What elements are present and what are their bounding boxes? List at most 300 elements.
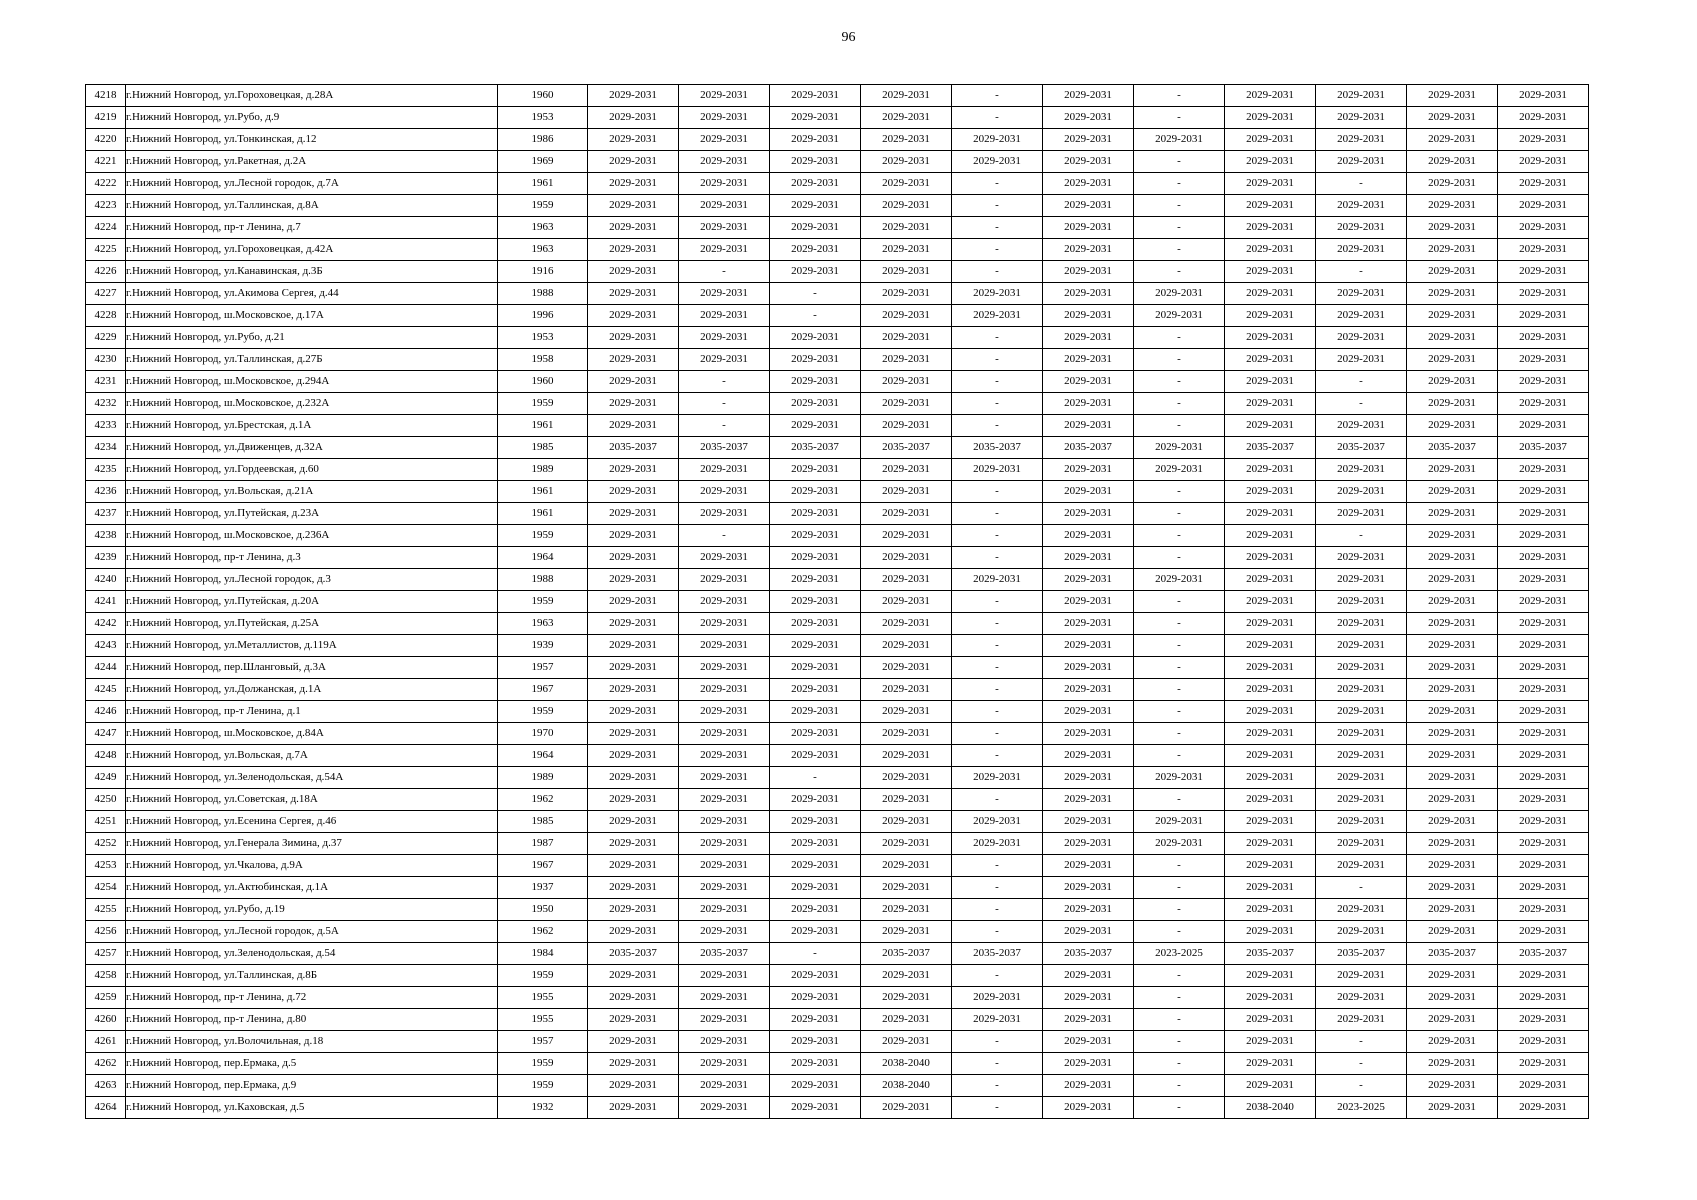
- repair-period-cell: 2029-2031: [1043, 349, 1134, 371]
- build-year-cell: 1932: [498, 1097, 588, 1119]
- repair-period-cell: -: [1134, 679, 1225, 701]
- repair-period-cell: 2029-2031: [679, 745, 770, 767]
- repair-period-cell: 2029-2031: [770, 1075, 861, 1097]
- repair-period-cell: -: [1134, 921, 1225, 943]
- repair-period-cell: 2029-2031: [1316, 107, 1407, 129]
- address-cell: г.Нижний Новгород, пер.Ермака, д.9: [126, 1075, 498, 1097]
- repair-period-cell: 2029-2031: [1043, 745, 1134, 767]
- repair-period-cell: -: [1134, 1097, 1225, 1119]
- repair-period-cell: 2029-2031: [770, 151, 861, 173]
- repair-period-cell: 2029-2031: [770, 789, 861, 811]
- repair-period-cell: 2029-2031: [1407, 987, 1498, 1009]
- repair-period-cell: 2029-2031: [679, 173, 770, 195]
- row-number-cell: 4260: [86, 1009, 126, 1031]
- repair-period-cell: 2029-2031: [588, 833, 679, 855]
- repair-period-cell: 2029-2031: [588, 899, 679, 921]
- repair-period-cell: 2029-2031: [1316, 833, 1407, 855]
- build-year-cell: 1955: [498, 987, 588, 1009]
- repair-period-cell: 2029-2031: [770, 503, 861, 525]
- repair-period-cell: 2029-2031: [1407, 855, 1498, 877]
- repair-period-cell: 2035-2037: [952, 943, 1043, 965]
- table-row: [86, 239, 1589, 261]
- row-number-cell: 4262: [86, 1053, 126, 1075]
- repair-period-cell: 2029-2031: [679, 569, 770, 591]
- repair-period-cell: -: [1134, 547, 1225, 569]
- repair-period-cell: -: [952, 701, 1043, 723]
- repair-period-cell: 2029-2031: [1316, 217, 1407, 239]
- table-row: [86, 503, 1589, 525]
- repair-period-cell: 2029-2031: [770, 1097, 861, 1119]
- repair-period-cell: 2029-2031: [1225, 173, 1316, 195]
- address-cell: г.Нижний Новгород, ул.Канавинская, д.3Б: [126, 261, 498, 283]
- repair-period-cell: -: [952, 613, 1043, 635]
- repair-period-cell: 2029-2031: [588, 855, 679, 877]
- table-row: [86, 151, 1589, 173]
- repair-period-cell: -: [952, 217, 1043, 239]
- repair-period-cell: 2029-2031: [952, 569, 1043, 591]
- repair-period-cell: 2029-2031: [770, 921, 861, 943]
- row-number-cell: 4232: [86, 393, 126, 415]
- repair-period-cell: 2029-2031: [1407, 547, 1498, 569]
- repair-period-cell: 2029-2031: [588, 789, 679, 811]
- repair-period-cell: -: [1316, 371, 1407, 393]
- repair-period-cell: 2029-2031: [1225, 1009, 1316, 1031]
- repair-period-cell: 2029-2031: [1498, 261, 1589, 283]
- row-number-cell: 4218: [86, 85, 126, 107]
- repair-period-cell: 2029-2031: [1043, 371, 1134, 393]
- repair-period-cell: 2029-2031: [588, 547, 679, 569]
- address-cell: г.Нижний Новгород, ул.Путейская, д.25А: [126, 613, 498, 635]
- repair-period-cell: 2029-2031: [1316, 1009, 1407, 1031]
- repair-period-cell: -: [1134, 899, 1225, 921]
- repair-period-cell: 2029-2031: [588, 283, 679, 305]
- table-row: [86, 657, 1589, 679]
- repair-period-cell: 2029-2031: [1043, 327, 1134, 349]
- repair-period-cell: 2029-2031: [861, 855, 952, 877]
- repair-period-cell: 2029-2031: [861, 1097, 952, 1119]
- repair-period-cell: -: [1134, 151, 1225, 173]
- repair-period-cell: -: [1134, 855, 1225, 877]
- address-cell: г.Нижний Новгород, ул.Советская, д.18А: [126, 789, 498, 811]
- repair-period-cell: 2029-2031: [1225, 569, 1316, 591]
- repair-period-cell: 2029-2031: [861, 107, 952, 129]
- repair-period-cell: 2029-2031: [1316, 921, 1407, 943]
- table-row: [86, 921, 1589, 943]
- repair-period-cell: 2029-2031: [861, 1031, 952, 1053]
- repair-period-cell: 2029-2031: [679, 305, 770, 327]
- repair-period-cell: 2029-2031: [1498, 283, 1589, 305]
- row-number-cell: 4246: [86, 701, 126, 723]
- repair-period-cell: 2029-2031: [679, 877, 770, 899]
- repair-period-cell: -: [1316, 877, 1407, 899]
- repair-period-cell: 2029-2031: [861, 459, 952, 481]
- repair-period-cell: 2029-2031: [1498, 195, 1589, 217]
- table-row: [86, 415, 1589, 437]
- row-number-cell: 4228: [86, 305, 126, 327]
- repair-period-cell: 2029-2031: [1225, 107, 1316, 129]
- repair-period-cell: -: [770, 943, 861, 965]
- repair-period-cell: 2029-2031: [1407, 613, 1498, 635]
- repair-period-cell: 2029-2031: [1043, 481, 1134, 503]
- repair-period-cell: 2029-2031: [588, 151, 679, 173]
- repair-period-cell: -: [952, 349, 1043, 371]
- repair-period-cell: 2029-2031: [1225, 305, 1316, 327]
- repair-period-cell: 2029-2031: [1316, 965, 1407, 987]
- table-row: [86, 437, 1589, 459]
- build-year-cell: 1963: [498, 613, 588, 635]
- repair-period-cell: 2029-2031: [861, 327, 952, 349]
- table-row: [86, 1075, 1589, 1097]
- repair-period-cell: -: [1134, 635, 1225, 657]
- repair-period-cell: 2029-2031: [1498, 569, 1589, 591]
- repair-period-cell: 2029-2031: [588, 1031, 679, 1053]
- repair-period-cell: -: [1134, 217, 1225, 239]
- repair-period-cell: 2029-2031: [861, 261, 952, 283]
- repair-period-cell: 2029-2031: [770, 261, 861, 283]
- repair-period-cell: 2029-2031: [588, 921, 679, 943]
- repair-period-cell: 2029-2031: [1043, 679, 1134, 701]
- repair-period-cell: 2029-2031: [770, 855, 861, 877]
- table-row: [86, 349, 1589, 371]
- repair-period-cell: 2029-2031: [1043, 833, 1134, 855]
- table-row: [86, 855, 1589, 877]
- repair-period-cell: 2029-2031: [770, 239, 861, 261]
- repair-period-cell: 2029-2031: [1407, 195, 1498, 217]
- table-row: [86, 767, 1589, 789]
- repair-period-cell: 2029-2031: [1225, 965, 1316, 987]
- address-cell: г.Нижний Новгород, ш.Московское, д.236А: [126, 525, 498, 547]
- repair-period-cell: 2029-2031: [1498, 767, 1589, 789]
- repair-period-cell: -: [952, 1031, 1043, 1053]
- repair-period-cell: 2029-2031: [770, 415, 861, 437]
- repair-period-cell: -: [1316, 173, 1407, 195]
- repair-period-cell: 2029-2031: [1316, 657, 1407, 679]
- repair-period-cell: 2029-2031: [1225, 349, 1316, 371]
- repair-period-cell: 2029-2031: [1407, 151, 1498, 173]
- repair-period-cell: 2029-2031: [679, 129, 770, 151]
- repair-period-cell: -: [1134, 481, 1225, 503]
- build-year-cell: 1953: [498, 327, 588, 349]
- repair-period-cell: 2029-2031: [1043, 305, 1134, 327]
- repair-period-cell: -: [1134, 349, 1225, 371]
- repair-period-cell: 2029-2031: [588, 415, 679, 437]
- row-number-cell: 4245: [86, 679, 126, 701]
- build-year-cell: 1963: [498, 239, 588, 261]
- repair-period-cell: 2035-2037: [588, 943, 679, 965]
- address-cell: г.Нижний Новгород, пр-т Ленина, д.7: [126, 217, 498, 239]
- repair-period-cell: 2029-2031: [588, 129, 679, 151]
- table-row: [86, 327, 1589, 349]
- repair-period-cell: 2029-2031: [588, 877, 679, 899]
- repair-period-cell: 2029-2031: [861, 525, 952, 547]
- repair-period-cell: 2029-2031: [1316, 129, 1407, 151]
- repair-period-cell: 2029-2031: [1043, 547, 1134, 569]
- repair-period-cell: 2029-2031: [588, 1009, 679, 1031]
- repair-period-cell: -: [679, 261, 770, 283]
- repair-period-cell: 2029-2031: [679, 1075, 770, 1097]
- address-cell: г.Нижний Новгород, ул.Путейская, д.20А: [126, 591, 498, 613]
- repair-period-cell: 2029-2031: [1407, 503, 1498, 525]
- repair-period-cell: 2029-2031: [861, 965, 952, 987]
- repair-period-cell: 2029-2031: [588, 1097, 679, 1119]
- repair-period-cell: 2029-2031: [1225, 767, 1316, 789]
- repair-period-cell: 2029-2031: [1043, 129, 1134, 151]
- repair-period-cell: 2029-2031: [1407, 965, 1498, 987]
- row-number-cell: 4221: [86, 151, 126, 173]
- repair-period-cell: 2029-2031: [1043, 195, 1134, 217]
- build-year-cell: 1960: [498, 371, 588, 393]
- repair-period-cell: -: [1134, 525, 1225, 547]
- repair-period-cell: 2029-2031: [1316, 547, 1407, 569]
- repair-period-cell: -: [1134, 723, 1225, 745]
- repair-period-cell: -: [1134, 371, 1225, 393]
- repair-period-cell: 2029-2031: [1407, 173, 1498, 195]
- address-cell: г.Нижний Новгород, ул.Металлистов, д.119А: [126, 635, 498, 657]
- address-cell: г.Нижний Новгород, пр-т Ленина, д.3: [126, 547, 498, 569]
- repair-period-cell: -: [1134, 877, 1225, 899]
- repair-period-cell: 2029-2031: [1498, 547, 1589, 569]
- repair-period-cell: 2029-2031: [1316, 305, 1407, 327]
- repair-period-cell: 2029-2031: [1225, 151, 1316, 173]
- repair-period-cell: -: [1134, 745, 1225, 767]
- repair-period-cell: 2029-2031: [1498, 899, 1589, 921]
- repair-period-cell: 2029-2031: [1043, 217, 1134, 239]
- repair-period-cell: 2029-2031: [1407, 327, 1498, 349]
- repair-period-cell: 2029-2031: [1043, 393, 1134, 415]
- address-cell: г.Нижний Новгород, ш.Московское, д.17А: [126, 305, 498, 327]
- repair-period-cell: -: [952, 745, 1043, 767]
- table-row: [86, 1031, 1589, 1053]
- row-number-cell: 4250: [86, 789, 126, 811]
- repair-period-cell: 2029-2031: [588, 987, 679, 1009]
- repair-period-cell: 2029-2031: [1225, 239, 1316, 261]
- repair-period-cell: 2029-2031: [1316, 723, 1407, 745]
- repair-period-cell: 2035-2037: [1043, 437, 1134, 459]
- address-cell: г.Нижний Новгород, пр-т Ленина, д.72: [126, 987, 498, 1009]
- repair-period-cell: 2029-2031: [1407, 525, 1498, 547]
- repair-period-cell: -: [1134, 1053, 1225, 1075]
- row-number-cell: 4242: [86, 613, 126, 635]
- row-number-cell: 4229: [86, 327, 126, 349]
- build-year-cell: 1961: [498, 503, 588, 525]
- repair-period-cell: -: [1316, 1053, 1407, 1075]
- build-year-cell: 1959: [498, 1053, 588, 1075]
- table-row: [86, 173, 1589, 195]
- address-cell: г.Нижний Новгород, ул.Гороховецкая, д.42А: [126, 239, 498, 261]
- repair-period-cell: 2029-2031: [861, 415, 952, 437]
- table-row: [86, 877, 1589, 899]
- repair-period-cell: 2029-2031: [861, 701, 952, 723]
- repair-period-cell: 2029-2031: [861, 811, 952, 833]
- repair-period-cell: 2029-2031: [1316, 195, 1407, 217]
- build-year-cell: 1958: [498, 349, 588, 371]
- row-number-cell: 4243: [86, 635, 126, 657]
- repair-period-cell: 2035-2037: [861, 943, 952, 965]
- repair-period-cell: 2029-2031: [1225, 195, 1316, 217]
- repair-period-cell: 2029-2031: [1043, 635, 1134, 657]
- repair-period-cell: 2029-2031: [770, 85, 861, 107]
- repair-period-cell: 2029-2031: [1498, 1053, 1589, 1075]
- repair-period-cell: 2029-2031: [1498, 833, 1589, 855]
- repair-period-cell: 2029-2031: [1407, 569, 1498, 591]
- repair-period-cell: -: [952, 547, 1043, 569]
- repair-period-cell: 2029-2031: [1316, 767, 1407, 789]
- repair-period-cell: 2029-2031: [952, 459, 1043, 481]
- repair-period-cell: 2029-2031: [1225, 1031, 1316, 1053]
- repair-period-cell: -: [952, 723, 1043, 745]
- address-cell: г.Нижний Новгород, ул.Гордеевская, д.60: [126, 459, 498, 481]
- repair-period-cell: 2029-2031: [1498, 371, 1589, 393]
- address-cell: г.Нижний Новгород, пр-т Ленина, д.1: [126, 701, 498, 723]
- repair-period-cell: -: [1316, 261, 1407, 283]
- repair-period-cell: 2029-2031: [1407, 261, 1498, 283]
- repair-period-cell: 2029-2031: [1498, 327, 1589, 349]
- row-number-cell: 4244: [86, 657, 126, 679]
- repair-period-cell: 2029-2031: [861, 723, 952, 745]
- repair-period-cell: 2029-2031: [1043, 591, 1134, 613]
- repair-period-cell: 2029-2031: [1316, 701, 1407, 723]
- repair-period-cell: 2029-2031: [1043, 987, 1134, 1009]
- repair-period-cell: 2029-2031: [861, 789, 952, 811]
- repair-period-cell: 2029-2031: [1498, 1009, 1589, 1031]
- repair-period-cell: 2029-2031: [1498, 393, 1589, 415]
- repair-period-cell: 2029-2031: [1498, 1097, 1589, 1119]
- repair-period-cell: -: [1134, 789, 1225, 811]
- repair-period-cell: 2029-2031: [861, 481, 952, 503]
- repair-period-cell: -: [952, 657, 1043, 679]
- repair-period-cell: 2029-2031: [679, 1097, 770, 1119]
- repair-period-cell: 2029-2031: [679, 767, 770, 789]
- repair-period-cell: 2029-2031: [1043, 899, 1134, 921]
- repair-period-cell: -: [679, 415, 770, 437]
- repair-period-cell: 2029-2031: [1498, 1031, 1589, 1053]
- address-cell: г.Нижний Новгород, ул.Акимова Сергея, д.44: [126, 283, 498, 305]
- repair-period-cell: 2029-2031: [1498, 525, 1589, 547]
- repair-period-cell: 2029-2031: [1043, 789, 1134, 811]
- repair-period-cell: -: [952, 965, 1043, 987]
- address-cell: г.Нижний Новгород, ул.Рубо, д.21: [126, 327, 498, 349]
- address-cell: г.Нижний Новгород, ул.Лесной городок, д.3: [126, 569, 498, 591]
- repair-period-cell: 2029-2031: [1407, 591, 1498, 613]
- repair-period-cell: 2029-2031: [1043, 657, 1134, 679]
- repair-period-cell: 2029-2031: [1316, 745, 1407, 767]
- repair-period-cell: 2038-2040: [1225, 1097, 1316, 1119]
- repair-period-cell: 2029-2031: [1225, 723, 1316, 745]
- repair-period-cell: 2029-2031: [679, 789, 770, 811]
- repair-period-cell: -: [952, 393, 1043, 415]
- table-row: [86, 525, 1589, 547]
- repair-period-cell: 2029-2031: [679, 547, 770, 569]
- repair-period-cell: 2029-2031: [679, 349, 770, 371]
- repair-period-cell: 2029-2031: [1407, 723, 1498, 745]
- repair-period-cell: 2029-2031: [1225, 525, 1316, 547]
- repair-period-cell: 2029-2031: [1407, 1097, 1498, 1119]
- repair-period-cell: 2029-2031: [1134, 283, 1225, 305]
- repair-period-cell: 2029-2031: [679, 965, 770, 987]
- repair-period-cell: 2029-2031: [770, 349, 861, 371]
- repair-period-cell: -: [952, 481, 1043, 503]
- repair-period-cell: -: [952, 591, 1043, 613]
- repair-period-cell: 2029-2031: [588, 481, 679, 503]
- row-number-cell: 4240: [86, 569, 126, 591]
- row-number-cell: 4247: [86, 723, 126, 745]
- row-number-cell: 4238: [86, 525, 126, 547]
- repair-period-cell: 2029-2031: [770, 393, 861, 415]
- repair-period-cell: 2029-2031: [1225, 327, 1316, 349]
- row-number-cell: 4248: [86, 745, 126, 767]
- repair-period-cell: 2029-2031: [952, 283, 1043, 305]
- repair-period-cell: 2029-2031: [679, 217, 770, 239]
- repair-period-cell: 2029-2031: [1498, 217, 1589, 239]
- repair-period-cell: 2029-2031: [1043, 613, 1134, 635]
- repair-period-cell: 2029-2031: [679, 107, 770, 129]
- repair-period-cell: 2029-2031: [1498, 745, 1589, 767]
- repair-period-cell: 2029-2031: [1407, 1009, 1498, 1031]
- table-row: [86, 217, 1589, 239]
- repair-period-cell: -: [679, 393, 770, 415]
- repair-period-cell: -: [952, 327, 1043, 349]
- repair-period-cell: 2029-2031: [952, 987, 1043, 1009]
- repair-period-cell: 2029-2031: [1407, 1031, 1498, 1053]
- repair-period-cell: 2029-2031: [770, 987, 861, 1009]
- repair-period-cell: 2029-2031: [1225, 415, 1316, 437]
- repair-period-cell: -: [952, 899, 1043, 921]
- build-year-cell: 1959: [498, 195, 588, 217]
- repair-period-cell: 2035-2037: [1498, 943, 1589, 965]
- repair-period-cell: 2029-2031: [1043, 85, 1134, 107]
- repair-period-cell: 2029-2031: [588, 107, 679, 129]
- table-row: [86, 85, 1589, 107]
- row-number-cell: 4222: [86, 173, 126, 195]
- table-row: [86, 1097, 1589, 1119]
- repair-period-cell: 2029-2031: [1498, 987, 1589, 1009]
- repair-period-cell: 2029-2031: [1043, 459, 1134, 481]
- repair-period-cell: 2029-2031: [1407, 85, 1498, 107]
- repair-period-cell: 2038-2040: [861, 1053, 952, 1075]
- repair-period-cell: 2029-2031: [861, 569, 952, 591]
- repair-period-cell: 2029-2031: [588, 745, 679, 767]
- row-number-cell: 4227: [86, 283, 126, 305]
- repair-period-cell: 2029-2031: [861, 239, 952, 261]
- repair-period-cell: 2029-2031: [1498, 965, 1589, 987]
- repair-period-cell: 2029-2031: [1225, 899, 1316, 921]
- build-year-cell: 1996: [498, 305, 588, 327]
- repair-period-cell: 2023-2025: [1134, 943, 1225, 965]
- repair-period-cell: 2029-2031: [770, 481, 861, 503]
- repair-period-cell: 2029-2031: [1316, 85, 1407, 107]
- repair-period-cell: 2029-2031: [679, 899, 770, 921]
- repair-period-cell: -: [1134, 591, 1225, 613]
- row-number-cell: 4226: [86, 261, 126, 283]
- repair-period-cell: 2029-2031: [1498, 481, 1589, 503]
- repair-period-cell: 2029-2031: [952, 811, 1043, 833]
- repair-period-cell: 2029-2031: [861, 371, 952, 393]
- address-cell: г.Нижний Новгород, ул.Таллинская, д.8А: [126, 195, 498, 217]
- repair-period-cell: 2029-2031: [1498, 635, 1589, 657]
- repair-period-cell: 2029-2031: [1407, 217, 1498, 239]
- table-row: [86, 1053, 1589, 1075]
- repair-period-cell: -: [952, 1097, 1043, 1119]
- repair-period-cell: -: [952, 415, 1043, 437]
- repair-period-cell: 2029-2031: [1407, 811, 1498, 833]
- repair-period-cell: 2029-2031: [1043, 1031, 1134, 1053]
- build-year-cell: 1957: [498, 1031, 588, 1053]
- repair-period-cell: -: [1134, 261, 1225, 283]
- repair-period-cell: 2029-2031: [952, 151, 1043, 173]
- repair-period-cell: 2029-2031: [679, 1031, 770, 1053]
- repair-period-cell: -: [1316, 393, 1407, 415]
- repair-period-cell: 2029-2031: [861, 129, 952, 151]
